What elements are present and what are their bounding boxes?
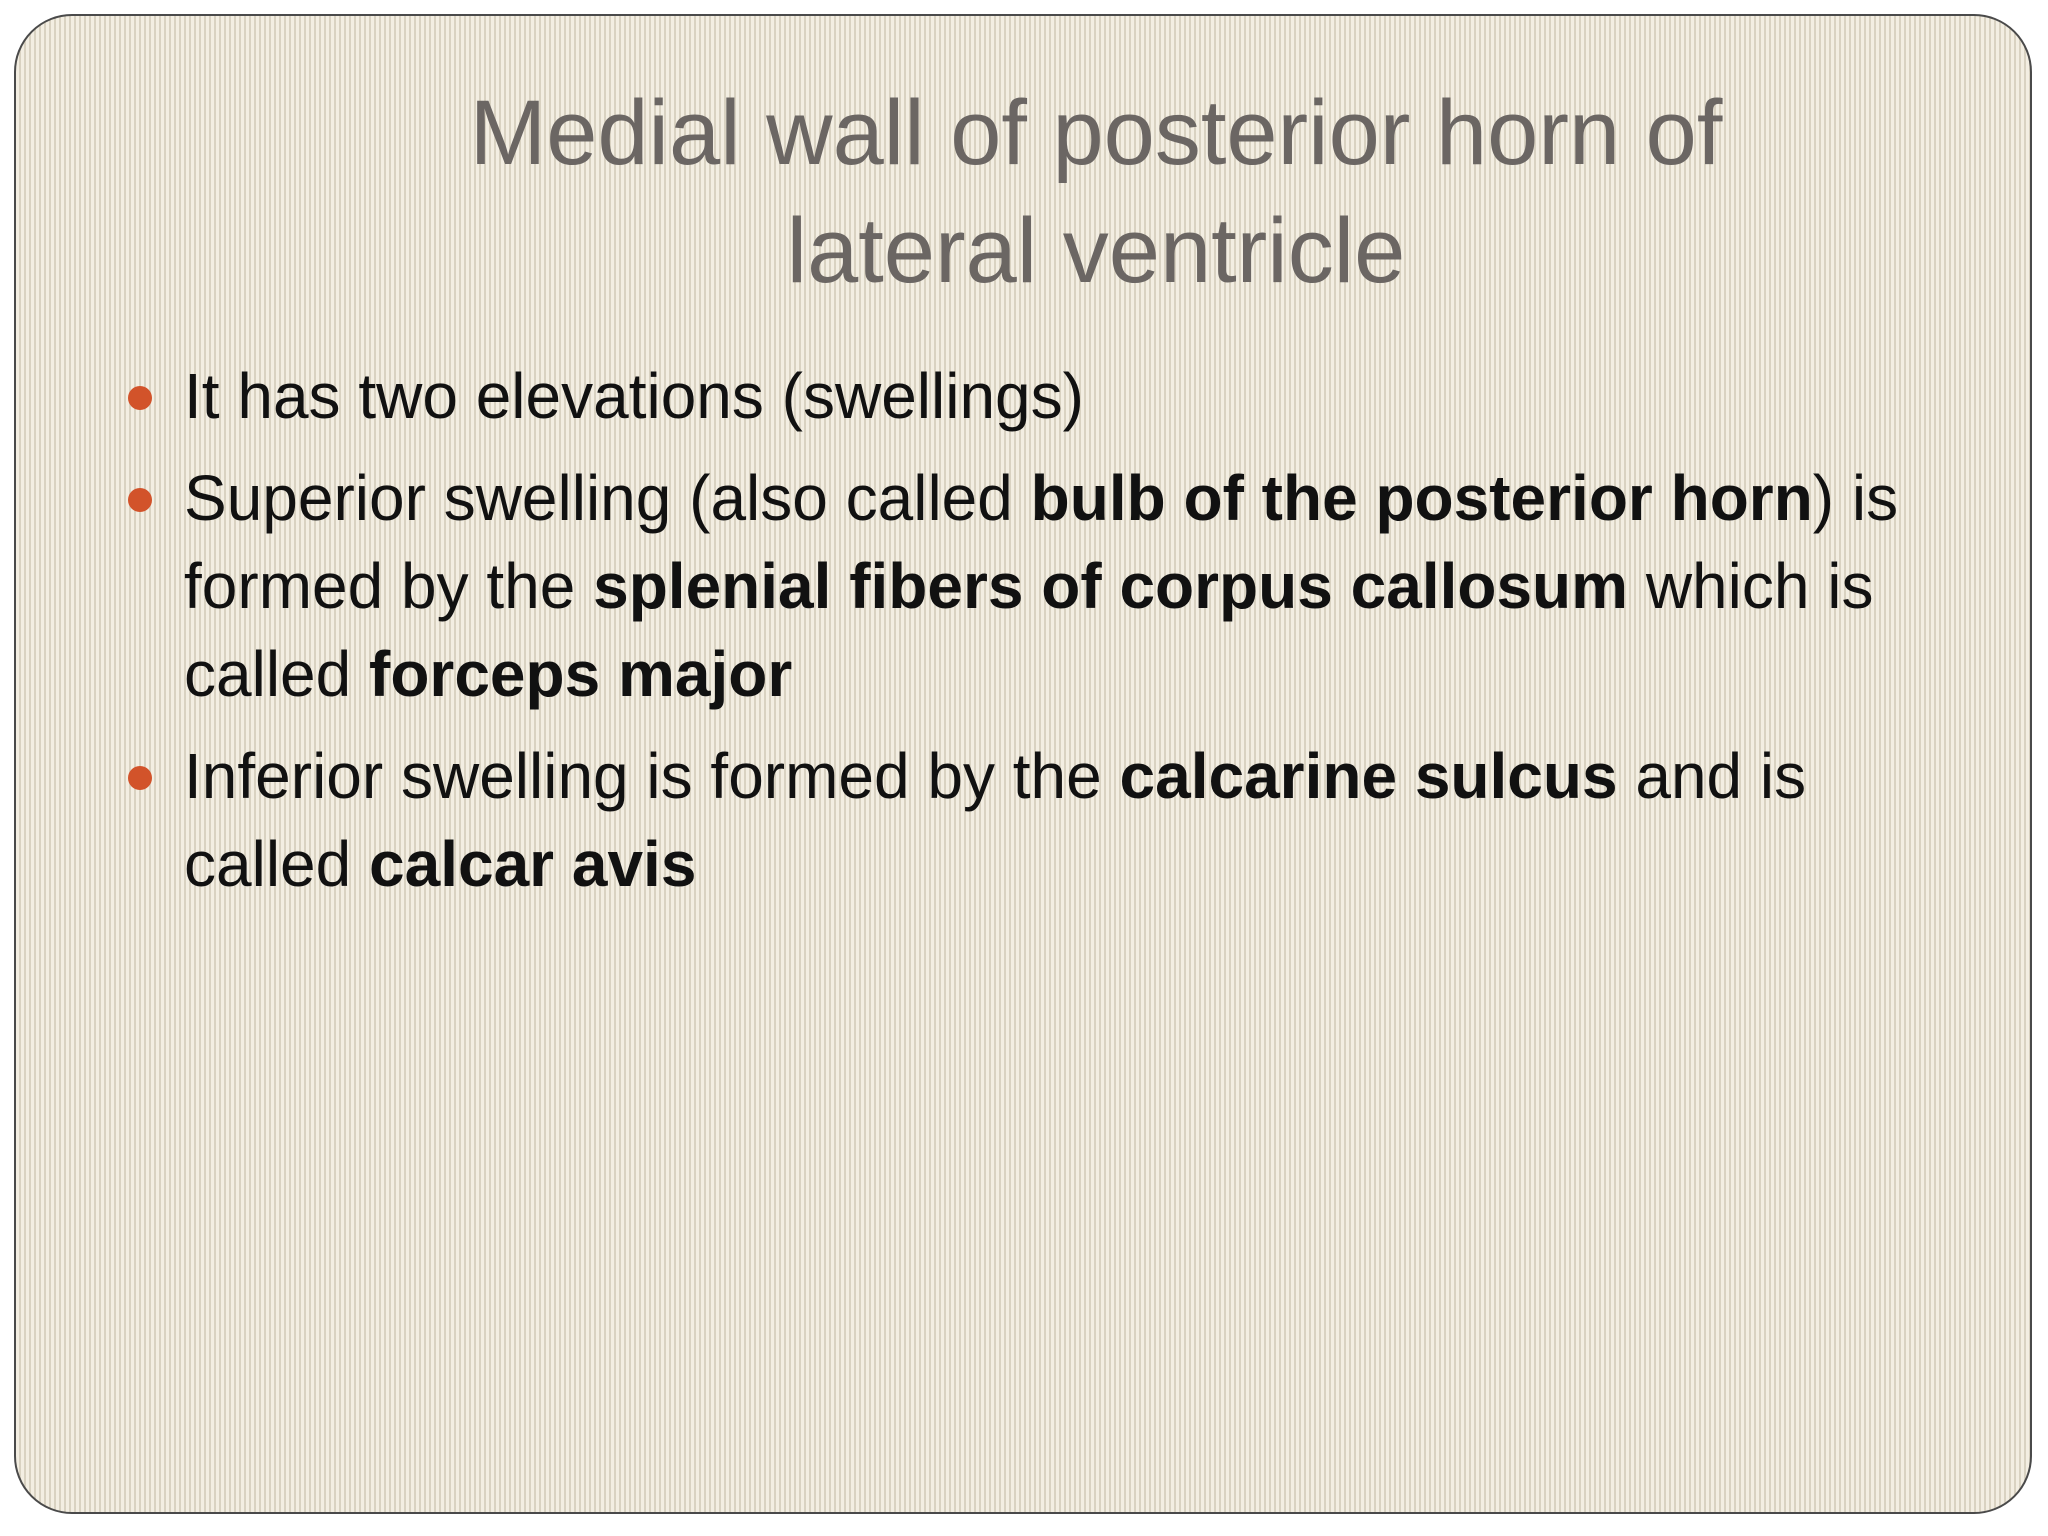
bullet-dot-icon xyxy=(128,386,152,410)
bullet-text xyxy=(184,360,1084,432)
text-segment: Inferior swelling is formed by the xyxy=(184,740,1120,812)
bullet-text xyxy=(184,462,1898,710)
text-segment: ) is formed by the xyxy=(184,462,1899,622)
title-line-2: lateral ventricle xyxy=(786,200,1406,302)
text-segment: which is called xyxy=(184,550,1874,710)
title-line-1: Medial wall of posterior horn of xyxy=(469,82,1723,184)
slide xyxy=(14,14,2032,1514)
bullet-dot-icon xyxy=(128,766,152,790)
text-segment: Superior swelling (also called xyxy=(184,462,1031,534)
bold-term: splenial fibers of corpus callosum xyxy=(593,550,1629,622)
bold-term: bulb of the posterior horn xyxy=(1030,462,1813,534)
bold-term: calcar avis xyxy=(369,828,697,900)
bold-term: calcarine sulcus xyxy=(1119,740,1618,812)
bullet-text xyxy=(184,740,1806,900)
text-segment: It has two elevations (swellings) xyxy=(184,360,1084,432)
slide-title xyxy=(216,74,1976,310)
bullet-list xyxy=(116,352,1936,922)
text-segment: and is called xyxy=(184,740,1807,900)
bullet-item-3 xyxy=(116,732,1936,908)
bullet-item-2 xyxy=(116,454,1936,718)
bullet-dot-icon xyxy=(128,488,152,512)
bold-term: forceps major xyxy=(369,638,793,710)
bullet-item-1 xyxy=(116,352,1936,440)
